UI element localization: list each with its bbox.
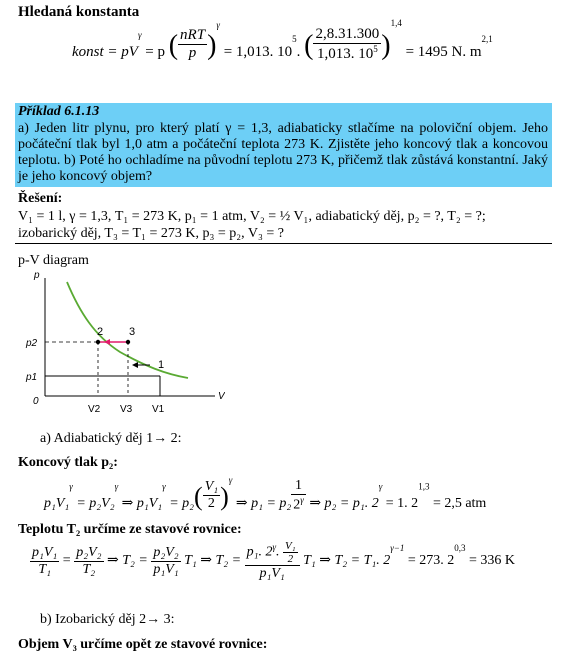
volume-heading: Objem V₃ určíme opět ze stavové rovnice: <box>18 637 268 652</box>
step-a-label: a) Adiabatický děj 1→ 2: <box>40 431 182 446</box>
final-pressure-heading: Koncový tlak p₂: <box>18 455 118 470</box>
process-arrowhead <box>132 362 138 368</box>
p2-label: p2 <box>26 338 38 349</box>
given-line-1: V₁ = 1 l, γ = 1,3, T₁ = 273 K, p₁ = 1 atm, V₂ = ½ V₁, adiabatický děj, p₂ = ?, T₂ = ?; <box>18 209 486 224</box>
adiabat-curve <box>67 282 188 378</box>
v2-label: V2 <box>88 404 101 415</box>
point-3 <box>126 340 130 344</box>
temperature-formula: $\frac{\text{p₁V₁}}{\text{T₁}}$ = $\frac{\text{p₂V₂}}{\text{T₂}}$ ⇒ T₂ = $\frac{\text{p₂V₂}}{\text{p₁V₁}}$ T₁ ⇒ T₂ = p₁. $2^\gamma$. $\frac{\text{V₁}}{2}$ p₁V₁ T₁ ⇒ T₂ = T₁. $2^{\gamma-1} = 273$. $2^{0,3} = 336$ K <box>32 540 516 581</box>
point-3-label: 3 <box>129 326 136 338</box>
p1-label: p1 <box>26 372 38 383</box>
pressure-formula: p₁V₁$^\gamma$ = p₂V₂$^\gamma$ ⇒ p₁V₁$^\gamma$ = p₂( $\frac{\text{V₁}}{2}$ )$^\gamma$ ⇒ p₁ = p₂ $\frac{1}{2^\gamma}$ ⇒ p₂ = p₁. $2^\gamma = 1$. $2^{1,3} = 2,5$ atm <box>44 475 487 513</box>
point-1-label: 1 <box>158 359 165 371</box>
example-text: a) Jeden litr plynu, pro který platí γ = 1,3, adiabaticky stlačíme na poloviční objem. Jeho počáteční tlak byl 1,0 atm a počáteční teplota 273 K. Zjistěte jeho koncový tlak a koncovou teplotu. b) Poté ho ochladíme na původní teplotu 273 K, přičemž tlak zůstává konstantní. Jaký je jeho koncový objem? <box>18 121 548 184</box>
origin-label: 0 <box>33 396 39 407</box>
point-2 <box>96 340 100 344</box>
given-values <box>18 208 553 242</box>
example-title: Příklad 6.1.13 <box>18 104 100 119</box>
divider <box>15 243 552 244</box>
v3-label: V3 <box>120 404 133 415</box>
konst-formula: konst = $pV^\gamma = p$ ( $\frac{\text{nRT}}{p}$ )$^\gamma$ = 1,013. $10^5$. ( $\frac{2,8.31.300}{1,013. 10^5}$ )$^{1,4}$ = 1495 N. $m^{2,1}$ <box>72 18 493 63</box>
point-2-label: 2 <box>97 326 104 338</box>
pv-diagram <box>20 268 225 420</box>
v1-label: V1 <box>152 404 165 415</box>
section-heading: Hledaná konstanta <box>18 4 140 20</box>
axis-p-label: p <box>34 270 40 281</box>
axis-v-label: V <box>218 391 225 402</box>
temperature-heading: Teplotu T₂ určíme ze stavové rovnice: <box>18 522 242 537</box>
given-line-2: izobarický děj, T₃ = T₁ = 273 K, p₃ = p₂, V₃ = ? <box>18 226 284 241</box>
solution-heading: Řešení: <box>18 191 63 206</box>
step-b-label: b) Izobarický děj 2→ 3: <box>40 612 175 627</box>
pv-diagram-title: p-V diagram <box>18 253 89 268</box>
example-box <box>15 103 552 187</box>
